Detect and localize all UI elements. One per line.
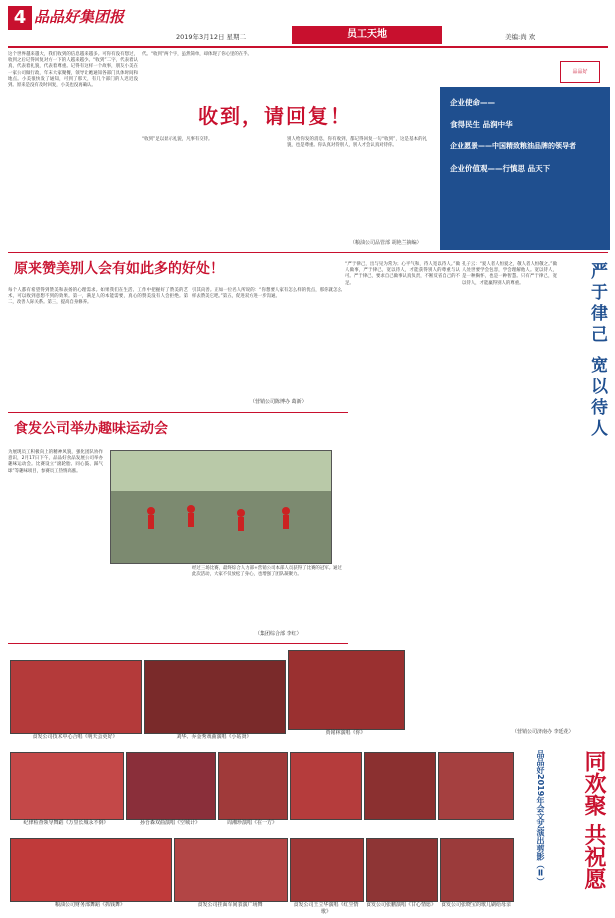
gallery-caption: 食发公司张晓宝的歌儿刷给母亲	[440, 902, 511, 908]
right-article-byline: （营销公司济南办 李廷花）	[512, 729, 574, 735]
gallery-photo	[10, 752, 124, 820]
paper-name: 品品好集团报	[34, 8, 125, 26]
gallery-caption: 食发公司张鹏演唱《甘心情愿》	[366, 902, 437, 908]
mid-article-col1: 每个人都有希望得到赞美和表扬的心理需求。如果我们在生活、工作中把握好了赞美的艺术，可以收到意想不到的效果。第一，满足人的本能需要，真心的赞美没有人会拒绝。第二，改善人际关系。第三，提高自身修养。	[8, 288, 188, 306]
right-article-col2: 孔子云：“爱人者人恒爱之，敬人者人恒敬之。”做人处世要学会包容，学会理解他人。宽以待人，是一种胸怀，也是一种智慧。只有严于律己，宽以待人，才能赢得别人的尊重。	[462, 262, 557, 286]
top-article-col1: 这个世界越来越大，我们收到的信息越来越多。可你有没有想过，收到之后记得回复对方一下的人越来越少。“收到”二字，代表着认真，代表着礼貌，代表着尊重。记得有这样一个故事，朋友小美在一家公司做行政，年末大家聚餐，领导让她通知各部门具体时间和地点。小美很快发了通知，可到了那天，有几个部门的人迟迟没到。原来是没有及时回复，小美也没再确认。	[8, 52, 138, 89]
gallery-caption: 刘华、乔金秀戏曲演唱《小姑贤》	[176, 734, 252, 740]
gallery-caption: 粮油公司财务部舞蹈《抓钱舞》	[54, 902, 125, 908]
gallery-photo	[440, 838, 514, 902]
sports-event-photo	[110, 450, 332, 564]
section-rule	[8, 412, 348, 413]
gallery-photo	[438, 752, 514, 820]
gallery-photo	[174, 838, 288, 902]
corporate-ad	[440, 55, 610, 250]
gallery-caption: 孙吾森双曲演唱《空城计》	[139, 820, 200, 826]
top-article-col2: 代。“收到”两个字，虽然简单，却体现了你心里的在乎。	[142, 52, 252, 57]
mid-article-col2: 引其向善。正如一位名人所说的：“你想要人家有怎么样的优点，那你就怎么样去赞美它吧。”第五，促进双方进一步沟通。	[192, 288, 342, 300]
gallery-photo	[364, 752, 436, 820]
gallery-vertical-title: 品品好2019年会文艺演出剪影（Ⅱ）	[536, 750, 545, 886]
gallery-photo	[218, 752, 288, 820]
page-header	[0, 0, 615, 50]
gallery-photo	[366, 838, 438, 902]
gallery-photo	[290, 838, 364, 902]
top-article-byline: （粮油公司品管部 胡艳兰摘编）	[350, 240, 422, 246]
gallery-photo	[288, 650, 405, 730]
gallery-photo	[10, 660, 142, 734]
ad-logo-bar	[440, 55, 610, 87]
gallery-photo	[144, 660, 286, 734]
top-article-col4: 别人给你发的消息，你有收到，都记得回复一句“收到”，这是基本的礼貌，也是尊重。你认真对待别人，别人才会认真对待你。	[287, 137, 427, 149]
gallery-photo	[126, 752, 216, 820]
gallery-photo	[10, 838, 172, 902]
right-article-col1: “严于律己，出与见为常为；心平气和，待人宽以待人。”做人做事，严于律己，宽以待人，才能获得别人的尊重与认可。严于律己，要求自己做事认真负责，不断反省自己的不足。	[345, 262, 460, 286]
gallery-headline: 同欢聚 共祝愿	[581, 750, 607, 890]
fun-article-title: 食发公司举办趣味运动会	[14, 421, 168, 437]
ad-values: 企业价值观——行慎思 品天下	[450, 164, 551, 173]
ad-vision: 企业愿景——中国精致粮油品牌的领导者	[450, 142, 576, 150]
ad-mission: 食得民生 品润中华	[450, 120, 513, 129]
gallery-caption: 食发公司王立华演唱《红尘情歌》	[293, 902, 359, 915]
right-article-title: 严于律己 宽以待人	[587, 262, 607, 440]
top-article-col3: “收到”足以显示礼貌，凡事有交待。	[142, 137, 213, 142]
section-rule	[8, 643, 348, 644]
mid-article-title: 原来赞美别人会有如此多的好处！	[14, 261, 224, 277]
header-rule	[8, 46, 608, 48]
gallery-caption: 周湘珍演唱《在一方》	[226, 820, 277, 826]
fun-article-byline: （集团综合部 李红）	[255, 631, 302, 637]
mid-article-byline: （营销公司陈博办 葛新）	[250, 399, 307, 405]
sports-event-photo-art	[111, 451, 331, 563]
gallery-photo	[290, 752, 362, 820]
editor-credit: 美编:尚 欢	[505, 33, 536, 41]
top-article-title: 收到，请回复！	[198, 104, 352, 128]
issue-date: 2019年3月12日 星期二	[176, 33, 247, 41]
fun-article-col2: 经过三场比赛，最终综合人力部+营销公司本部人员获得了比赛的冠军。通过此次活动，大家不仅放松了身心，也增强了团队凝聚力。	[192, 566, 342, 578]
gallery-caption: 纪律检查领导舞蹈《万里长城永不倒》	[23, 820, 109, 826]
gallery-caption: 食发公司技术中心合唱《明天会更好》	[32, 734, 118, 740]
section-title: 员工天地	[292, 26, 442, 44]
gallery-caption: 贾铭林演唱《你》	[325, 730, 366, 736]
gallery-caption: 食发公司挂面车间表演广场舞	[197, 902, 263, 908]
section-rule	[8, 252, 608, 253]
fun-article-col1: 为展现员工积极向上的精神风貌，强化团队协作意识，2月17日下午，品品好食品发展公司举办趣味运动会。比赛设立“滚轮胎、同心鼓、踩气球”等趣味项目，参赛员工热情高涨。	[8, 450, 103, 474]
page-number: 4	[8, 6, 32, 30]
ad-mission-label: 企业使命——	[450, 98, 495, 107]
brand-logo: 品品好	[560, 61, 600, 83]
